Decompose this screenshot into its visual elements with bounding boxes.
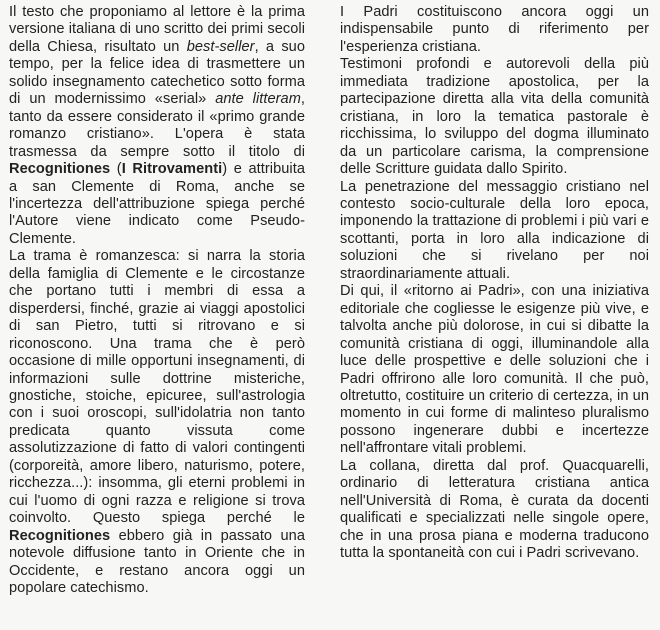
text-run: , a suo tempo, per la felice idea di trasmettere un solido insegnamento catechetico sotto forma di un modernissimo «serial»	[9, 38, 305, 108]
paragraph	[340, 56, 649, 178]
text-run: La trama è romanzesca: si narra la storia della famiglia di Clemente e le circostanze che portano tutti i membri di essa a disperdersi, finché, grazie ai viaggi apostolici di san Pietro, tutti si ritrovano e si riconoscono. Una trama che è però occasione di mille opportuni insegnamenti, di informazioni sulle dottrine misteriche, gnostiche, stoiche, epicuree, sull'astrologia con i suoi oroscopi, sull'idolatria non tanto predicata quanto vissuta come assolutizzazione di fatto di valori contingenti (corporeità, amore libero, naturismo, potere, ricchezza...): insomma, gli eterni problemi in cui l'uomo di ogni razza e religione si trova coinvolto. Questo spiega perché le	[9, 248, 305, 527]
text-run: Di qui, il «ritorno ai Padri», con una iniziativa editoriale che cogliesse le esigenze più vive, e talvolta anche più dolorose, in cui si dibatte la comunità cristiana di oggi, illuminandole alla luce delle prospettive e delle soluzioni che i Padri offrirono alle loro comunità. Il che può, oltretutto, costituire un criterio di certezza, in un momento in cui forme di malinteso pluralismo possono ingenerare dubbi e incertezze nell'affrontare vitali problemi.	[340, 283, 649, 457]
text-run: La penetrazione del messaggio cristiano nel contesto socio-culturale della loro epoca, imponendo la trattazione di problemi i più vari e scottanti, porta in loro alla indicazione di soluzioni che si rivelano per noi straordinariamente attuali.	[340, 178, 649, 282]
paragraph	[340, 4, 649, 56]
paragraph	[340, 283, 649, 458]
text-run: I Padri costituiscono ancora oggi un indispensabile punto di riferimento per l'esperienza cristiana.	[340, 4, 649, 55]
italic-text: best-seller	[186, 38, 255, 55]
right-column	[340, 4, 649, 563]
text-run: ebbero già in passato una notevole diffusione tanto in Oriente che in Occidente, e restano ancora oggi un popolare catechismo.	[9, 527, 305, 596]
italic-text: ante litteram	[215, 91, 301, 108]
text-run: Testimoni profondi e autorevoli della più immediata tradizione apostolica, per la partecipazione diretta alla vita della comunità cristiana, in loro la tematica pastorale è ricchissima, lo sviluppo del dogma illuminato da un particolare carisma, la comprensione delle Scritture guidata dallo Spirito.	[340, 56, 649, 178]
bold-text: I Ritrovamenti	[121, 161, 223, 178]
text-run: (	[110, 161, 122, 178]
text-run: Il testo che proponiamo al lettore è la prima versione italiana di uno scritto dei primi secoli della Chiesa, risultato un	[9, 4, 305, 55]
text-run: ) e attribuita a san Clemente di Roma, anche se l'incertezza dell'attribuzione spiega perché l'Autore viene indicato come Pseudo-Clemente.	[9, 161, 305, 247]
text-run: La collana, diretta dal prof. Quacquarelli, ordinario di letteratura cristiana antica nell'Università di Roma, è curata da docenti qualificati e specializzati nelle singole opere, che in una prosa piana e moderna traducono tutta la spontaneità con cui i Padri scrivevano.	[340, 457, 649, 562]
paragraph	[340, 458, 649, 563]
paragraph	[9, 4, 305, 248]
bold-text: Recognitiones	[9, 527, 111, 544]
left-column	[9, 4, 305, 597]
text-run: , tanto da essere considerato il «primo grande romanzo cristiano». L'opera è stata trasmessa da sempre sotto il titolo di	[9, 91, 306, 160]
paragraph	[340, 179, 649, 284]
bold-text: Recognitiones	[9, 161, 111, 178]
paragraph	[9, 248, 305, 597]
